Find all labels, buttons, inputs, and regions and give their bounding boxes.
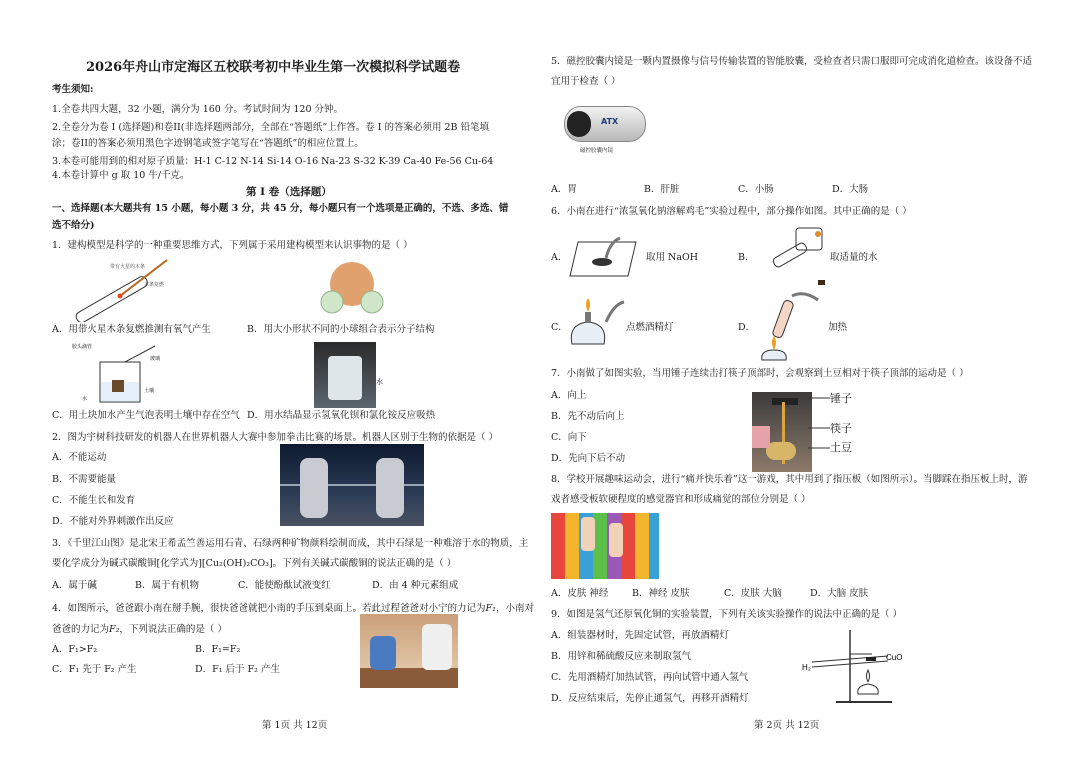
q3-option-d: D．由 4 种元素组成 <box>372 580 459 591</box>
q1-fig-d-crystal-photo <box>314 342 376 408</box>
q7-label-potato: 土豆 <box>830 441 852 454</box>
q6-fig-d-heating <box>752 290 826 362</box>
notice-heading: 考生须知: <box>52 84 94 95</box>
notice-2: 2.全卷分为卷 I (选择题)和卷II(非选择题两部分，全部在“答题纸”上作答。卷 I 的答案必须用 2B 铅笔填 <box>52 122 490 133</box>
q9-option-c: C．先用酒精灯加热试管，再向试管中通入氢气 <box>551 672 749 683</box>
q4-fig-arm-wrestling-photo <box>360 614 458 688</box>
robot-icon <box>300 458 328 518</box>
q5-option-d: D．大肠 <box>832 184 869 195</box>
q6-option-b: B． <box>738 252 755 263</box>
notice-4: 4.本卷计算中 g 取 10 牛/千克。 <box>52 170 190 181</box>
q2-option-a: A．不能运动 <box>52 452 107 463</box>
q4-option-a: A．F₁>F₂ <box>52 644 98 655</box>
alcohol-lamp-icon <box>762 350 787 360</box>
q1-fig-c-soil-beaker <box>70 340 170 406</box>
beaker-icon <box>328 356 362 400</box>
q5-stem-line2: 宜用于检查（ ） <box>551 76 621 87</box>
foot-icon <box>581 517 595 551</box>
spark-icon <box>118 294 123 299</box>
q8-fig-acupressure-mat-photo <box>551 513 659 579</box>
soil-block-icon <box>112 380 124 392</box>
q2-option-b: B．不需要能量 <box>52 474 116 485</box>
bottle-cap-icon <box>818 280 825 285</box>
q1-stem: 1．建构模型是科学的一种重要思维方式，下列属于采用建构模型来认识事物的是（ ） <box>52 240 413 251</box>
q2-option-d: D．不能对外界刺激作出反应 <box>52 516 174 527</box>
q7-option-a: A．向上 <box>551 390 587 401</box>
cuo-powder-icon <box>866 657 876 661</box>
q1-fig-b-molecule <box>318 258 386 318</box>
hand-icon <box>606 302 624 322</box>
q7-fig-photo <box>752 392 812 472</box>
camera-lens-icon <box>567 111 591 137</box>
q8-option-c: C．皮肤 大脑 <box>724 588 782 599</box>
child-figure-icon <box>370 636 396 670</box>
q6-caption-b: 取适量的水 <box>830 252 878 263</box>
small-sphere-icon <box>321 291 343 313</box>
exam-title: 2026年舟山市定海区五校联考初中毕业生第一次模拟科学试题卷 <box>86 60 461 75</box>
hand-icon <box>792 294 818 300</box>
q9-option-b: B．用锌和稀硫酸反应来制取氢气 <box>551 651 691 662</box>
q2-fig-robot-boxing-photo <box>280 444 424 526</box>
q4-stem-text: 4．如图所示，爸爸跟小南在掰手腕，很快爸爸就把小南的手压到桌面上。若此过程爸爸对小宁的力记为 <box>52 603 486 614</box>
notice-3: 3.本卷可能用到的相对原子质量：H-1 C-12 N-14 Si-14 O-16 Na-23 S-32 K-39 Ca-40 Fe-56 Cu-64 <box>52 156 494 167</box>
q6-caption-d: 加热 <box>828 322 848 333</box>
q6-fig-c-lamp <box>562 294 630 348</box>
flame-icon <box>867 670 870 682</box>
potato-icon <box>766 442 796 460</box>
foot-icon <box>609 523 623 557</box>
q3-stem-line2: 要化学成分为碱式碳酸铜[化学式为][Cu₂(OH)₂CO₃]。下列有关碱式碳酸铜的说法正确的是（ ） <box>52 558 457 569</box>
q6-fig-b-dropper <box>752 222 830 280</box>
q8-option-d: D．大脑 皮肤 <box>810 588 869 599</box>
solid-pile-icon <box>592 258 612 266</box>
q3-option-b: B．属于有机物 <box>135 580 199 591</box>
q1-label-splint: 带有火星的木条 <box>110 264 146 270</box>
q4-option-b: B．F₁=F₂ <box>195 644 241 655</box>
alcohol-lamp-icon <box>571 322 604 344</box>
q7-label-chopstick: 筷子 <box>830 422 852 435</box>
q9-stem: 9．如图是氢气还原氧化铜的实验装置，下列有关该实验操作的说法中正确的是（ ） <box>551 609 903 620</box>
q8-stem-line2: 戏者感受板软硬程度的感觉器官和形成痛觉的部位分别是（ ） <box>551 494 811 505</box>
capsule-icon <box>564 106 646 142</box>
small-sphere-icon <box>361 291 383 313</box>
q5-option-c: C．小肠 <box>738 184 774 195</box>
test-tube-icon <box>772 242 808 269</box>
q5-option-a: A．胃 <box>551 184 577 195</box>
hammer-icon <box>772 398 798 405</box>
q8-option-b: B．神经 皮肤 <box>632 588 690 599</box>
q6-option-a: A． <box>551 252 568 263</box>
q1-label-glass: 玻璃 <box>150 356 161 362</box>
q9-option-a: A．组装器材时，先固定试管，再放酒精灯 <box>551 630 729 641</box>
notice-2-cont: 涂；卷II的答案必须用黑色字迹钢笔或签字笔写在“答题纸”的相应位置上。 <box>52 138 364 149</box>
q6-stem: 6．小南在进行“浓氢氧化钠溶解鸡毛”实验过程中，部分操作如图。其中正确的是（ ） <box>551 206 912 217</box>
q9-fig-apparatus <box>796 626 908 706</box>
q7-stem: 7．小南做了如图实验，当用锤子连续击打筷子顶部时，会观察到土豆相对于筷子顶部的运动是（ ） <box>551 368 969 379</box>
q7-label-lines <box>808 392 832 458</box>
q7-option-d: D．先向下后不动 <box>551 453 626 464</box>
page-2-footer: 第 2页 共 12页 <box>754 720 820 731</box>
q3-stem-line1: 3．《千里江山图》是北宋王希孟竺善运用石青、石绿两种矿物颜料绘制而成，其中石绿是一种难溶于水的物质，主 <box>52 538 529 549</box>
q2-option-c: C．不能生长和发育 <box>52 495 136 506</box>
q8-option-a: A．皮肤 神经 <box>551 588 609 599</box>
q9-option-d: D．反应结束后，先停止通氢气，再移开酒精灯 <box>551 693 749 704</box>
q5-caption: 磁控胶囊内镜 <box>580 148 614 154</box>
father-figure-icon <box>422 624 452 670</box>
q7-label-hammer: 锤子 <box>830 392 852 405</box>
q7-option-b: B．先不动后向上 <box>551 411 625 422</box>
q4-stem-tail: ，小南对 <box>495 603 534 614</box>
q5-option-b: B．肝脏 <box>644 184 680 195</box>
alcohol-lamp-icon <box>858 684 879 694</box>
q4-stem2-text: 爸爸的力记为 <box>52 624 110 635</box>
q6-option-c: C． <box>551 322 568 333</box>
q6-caption-c: 点燃酒精灯 <box>626 322 674 333</box>
q7-option-c: C．向下 <box>551 432 587 443</box>
q1-option-a: A．用带火星木条复燃推测有氧气产生 <box>52 324 211 335</box>
q1-option-b: B．用大小形状不同的小球组合表示分子结构 <box>247 324 435 335</box>
q5-stem-line1: 5．磁控胶囊内镜是一颗内置摄像与信号传输装置的智能胶囊，受检查者只需口服即可完成消化道检查。该设备不适 <box>551 56 1033 67</box>
q8-stem-line1: 8．学校开展趣味运动会，进行“痛并快乐着”这一游戏，其中用到了指压板（如图所示）。当脚踩在指压板上时，游 <box>551 474 1028 485</box>
flame-icon <box>772 336 776 350</box>
test-tube-icon <box>772 299 794 338</box>
q1-option-c: C．用土块加水产生气泡表明土壤中存在空气 <box>52 410 240 421</box>
q1-fig-a-test-tube <box>62 256 182 322</box>
q4-stem-line1 <box>52 603 534 615</box>
q6-caption-a: 取用 NaOH <box>646 252 699 263</box>
q2-stem: 2．图为宇树科技研发的机器人在世界机器人大赛中参加拳击比赛的场景。机器人区别于生物的依据是（ ） <box>52 432 499 443</box>
q6-option-d: D． <box>738 322 756 333</box>
section-instruction-2: 选不给分) <box>52 220 95 231</box>
q5-fig-capsule <box>562 96 648 162</box>
page-1-footer: 第 1页 共 12页 <box>262 720 328 731</box>
capsule-brand: ATX <box>601 117 619 126</box>
q6-fig-a-naoh-scoop <box>566 232 642 280</box>
q1-label-relight: 木条复燃 <box>144 282 165 288</box>
hand-icon <box>752 426 770 448</box>
q3-option-c: C．能使酚酞试液变红 <box>238 580 331 591</box>
q4-stem-line2 <box>52 624 227 636</box>
q9-label-cuo: CuO <box>886 653 903 662</box>
q3-option-a: A．属于碱 <box>52 580 97 591</box>
q1-label-soil: 土壤 <box>144 388 155 394</box>
hand-icon <box>606 238 620 258</box>
robot-icon <box>376 458 404 518</box>
q1-label-dropper: 胶头滴管 <box>72 344 93 350</box>
flame-icon <box>586 298 590 312</box>
q9-label-h2: H₂ <box>802 663 811 672</box>
table-icon <box>360 668 458 688</box>
q4-f1: F₁ <box>485 603 496 614</box>
q4-f2: F₂ <box>109 624 120 635</box>
q1-label-water-d: 水 <box>376 378 383 386</box>
section-instruction-1: 一、选择题(本大题共有 15 小题，每小题 3 分，共 45 分，每小题只有一个选项是正确的，不选、多选、错 <box>52 203 509 214</box>
q1-label-water: 水 <box>82 396 88 402</box>
q1-option-d: D．用水结晶显示氢氧化钡和氯化铵反应吸热 <box>247 410 436 421</box>
q4-option-d: D．F₁ 后于 F₂ 产生 <box>195 664 280 675</box>
notice-1: 1.全卷共四大题，32 小题，满分为 160 分。考试时间为 120 分钟。 <box>52 104 344 115</box>
q4-stem2-tail: ，下列说法正确的是（ ） <box>119 624 227 635</box>
section-title: 第 I 卷（选择题） <box>246 186 332 198</box>
q4-option-c: C．F₁ 先于 F₂ 产生 <box>52 664 137 675</box>
